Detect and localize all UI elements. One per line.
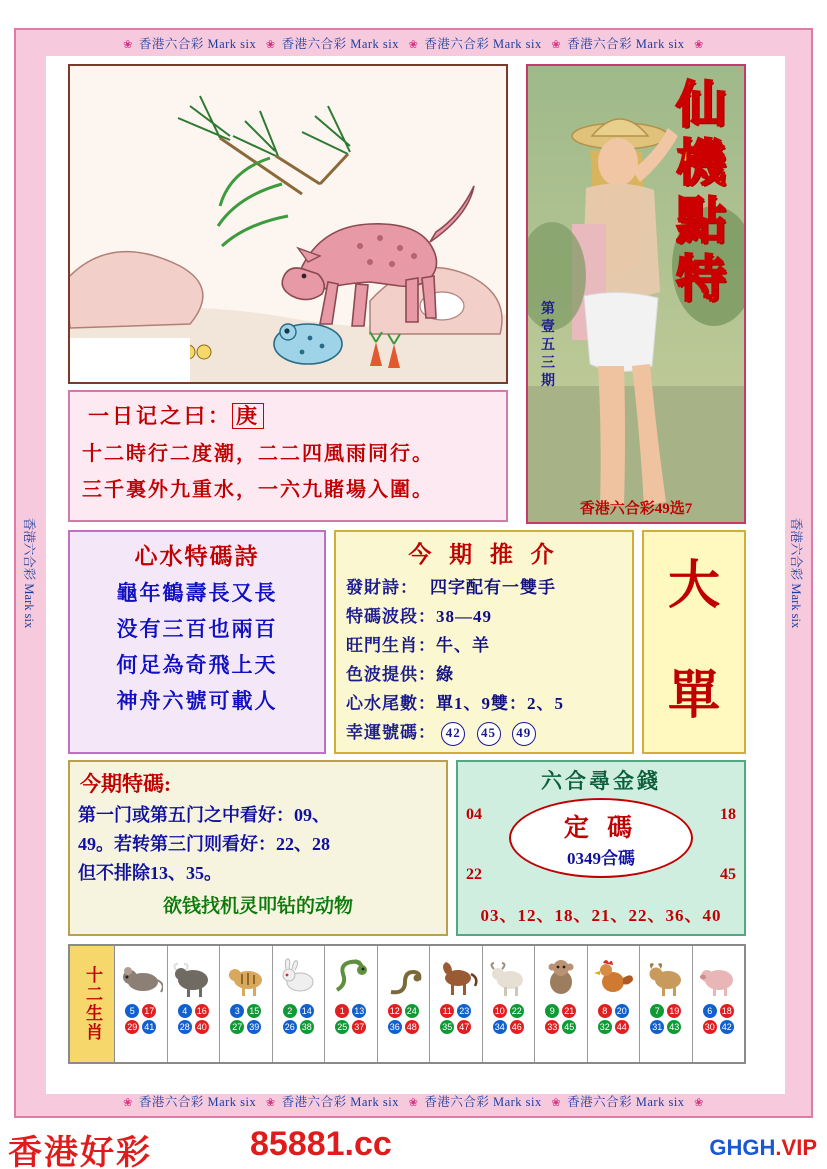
zodiac-numbers: [388, 1004, 419, 1037]
zodiac-numbers: [440, 1004, 471, 1037]
zodiac-cell: [430, 946, 483, 1062]
clover-icon: ❀: [408, 39, 419, 51]
zodiac-cell: [115, 946, 168, 1062]
zodiac-number: 43: [669, 1022, 680, 1032]
zodiac-number: 41: [144, 1022, 155, 1032]
zodiac-number: 26: [284, 1022, 295, 1032]
zodiac-number: 20: [616, 1006, 627, 1016]
xinshui-poem-panel: [68, 530, 326, 754]
zodiac-number-table: [68, 944, 746, 1064]
zodiac-number: 28: [179, 1022, 190, 1032]
big-odd-char-2: 單: [667, 668, 720, 725]
marquee-segment: 香港六合彩 Mark six: [424, 1095, 542, 1109]
zodiac-number: 1: [335, 1004, 349, 1018]
zodiac-numbers: [178, 1004, 209, 1037]
zodiac-number: 24: [406, 1006, 417, 1016]
marquee-segment: 香港六合彩 Mark six: [424, 37, 542, 51]
clover-icon: ❀: [265, 1097, 276, 1109]
zodiac-number: 33: [547, 1022, 558, 1032]
big-odd-panel: [642, 530, 746, 754]
lucky-balls: [441, 722, 542, 746]
zodiac-number: 15: [249, 1006, 260, 1016]
rooster-icon: [588, 946, 640, 1004]
poem-line-2: 十二時行二度潮，二二四風雨同行。: [82, 443, 434, 465]
site-brand: 香港好彩: [8, 1135, 152, 1169]
zodiac-number: 4: [178, 1004, 192, 1018]
recommendation-value: 牛、羊: [436, 636, 490, 655]
zodiac-number: 34: [494, 1022, 505, 1032]
zodiac-number: 10: [494, 1006, 505, 1016]
zodiac-numbers: [283, 1004, 314, 1037]
marquee-segment: 香港六合彩 Mark six: [138, 37, 257, 51]
zodiac-number: 48: [406, 1022, 417, 1032]
cover-photo-panel: [526, 64, 746, 524]
zodiac-number: 11: [440, 1004, 454, 1018]
watermark: [709, 1135, 817, 1161]
recommendation-row: [346, 660, 632, 685]
fox-and-frog-illustration: [70, 66, 506, 382]
zodiac-number: 22: [511, 1006, 522, 1016]
zodiac-number: 36: [389, 1022, 400, 1032]
corner-number-top-right: 18: [720, 806, 736, 823]
lucky-ball: 42: [441, 722, 465, 746]
lottery-caption: 香港六合彩49选7: [579, 501, 693, 517]
zodiac-cell: [168, 946, 221, 1062]
marquee-bottom: [16, 1091, 811, 1113]
zodiac-number: 23: [459, 1006, 470, 1016]
scan-artifact: [70, 338, 190, 384]
zodiac-cell: [640, 946, 693, 1062]
zodiac-number: 17: [144, 1006, 155, 1016]
poem-line-3: 三千裏外九重水，一六九賭場入圍。: [82, 479, 434, 501]
zodiac-number: 45: [564, 1022, 575, 1032]
zodiac-number: 32: [599, 1022, 610, 1032]
recommendation-value: 綠: [436, 665, 454, 684]
zodiac-numbers: [650, 1004, 681, 1037]
poem-line-1-prefix: 一日记之曰：: [88, 404, 232, 428]
zodiac-number: 47: [459, 1022, 470, 1032]
xinshui-line: 龜年鶴壽長又長: [116, 581, 278, 605]
recommendation-label: 特碼波段：: [346, 607, 436, 626]
marquee-segment: 香港六合彩 Mark six: [281, 37, 400, 51]
zodiac-number: 12: [389, 1006, 400, 1016]
dog-icon: [640, 946, 692, 1004]
zodiac-number: 44: [616, 1022, 627, 1032]
zodiac-number: 18: [721, 1006, 732, 1016]
recommendation-row: [346, 631, 632, 656]
poem-line-1: [88, 400, 496, 430]
fixed-code-value: 0349合碼: [567, 848, 635, 868]
footer-bar: [0, 1121, 827, 1169]
clover-icon: ❀: [265, 39, 276, 51]
recommendation-label: 心水尾數：: [346, 694, 436, 713]
zodiac-number: 8: [598, 1004, 612, 1018]
zodiac-numbers: [493, 1004, 524, 1037]
zodiac-number: 37: [354, 1022, 365, 1032]
zodiac-cell: [325, 946, 378, 1062]
zodiac-label-text: 十二生肖: [83, 966, 102, 1042]
rat-icon: [115, 946, 167, 1004]
zodiac-number: 2: [283, 1004, 297, 1018]
zodiac-number: 21: [564, 1006, 575, 1016]
special-number-riddle: 欲钱找机灵叩钻的动物: [162, 896, 353, 917]
zodiac-number: 7: [650, 1004, 664, 1018]
special-number-line: 但不排除13、35。: [78, 863, 222, 883]
site-url[interactable]: 85881.cc: [250, 1125, 392, 1163]
watermark-prefix: GHGH: [709, 1135, 776, 1160]
recommendation-row: [346, 718, 632, 746]
recommendation-label: 色波提供：: [346, 665, 436, 684]
zodiac-numbers: [335, 1004, 366, 1037]
clover-icon: ❀: [123, 1097, 133, 1109]
zodiac-number: 38: [301, 1022, 312, 1032]
marquee-left-text: 香港六合彩 Mark six: [22, 517, 36, 629]
zodiac-cell: [273, 946, 326, 1062]
corner-number-bottom-right: 45: [720, 866, 736, 883]
issue-number: 第壹五三期: [541, 302, 555, 389]
recommendation-value: 38—49: [436, 607, 492, 626]
lucky-ball: 49: [512, 722, 536, 746]
marquee-segment: 香港六合彩 Mark six: [281, 1095, 400, 1109]
special-number-line: 第一门或第五门之中看好：09、: [78, 805, 330, 825]
money-finder-panel: [456, 760, 746, 936]
zodiac-cell: [693, 946, 745, 1062]
daily-poem-panel: [68, 390, 508, 522]
pig-icon: [693, 946, 745, 1004]
zodiac-numbers: [125, 1004, 156, 1037]
clover-icon: ❀: [694, 1097, 704, 1109]
xinshui-line: 何足為奇飛上天: [116, 653, 278, 677]
zodiac-number: 27: [232, 1022, 243, 1032]
special-number-line: 49。若转第三门则看好：22、28: [78, 834, 330, 854]
recommendations-panel: [334, 530, 634, 754]
recommendation-value: 單1、9雙：2、5: [436, 694, 564, 713]
marquee-segment: 香港六合彩 Mark six: [567, 37, 685, 51]
content-area: [46, 56, 785, 1094]
marquee-left: [18, 30, 42, 1116]
money-finder-title: 六合尋金錢: [541, 769, 661, 793]
fixed-code-oval: [509, 798, 693, 878]
magazine-title: 仙機點特: [676, 77, 726, 307]
zodiac-numbers: [598, 1004, 629, 1037]
zodiac-cell: [220, 946, 273, 1062]
zodiac-number: 14: [301, 1006, 312, 1016]
zodiac-number: 6: [703, 1004, 717, 1018]
zodiac-number: 19: [669, 1006, 680, 1016]
zodiac-table-label: [70, 946, 115, 1062]
money-finder-numbers: 03、12、18、21、22、36、40: [480, 906, 722, 925]
recommendations-title: 今 期 推 介: [408, 542, 560, 567]
marquee-right: [785, 30, 809, 1116]
zodiac-cell: [378, 946, 431, 1062]
zodiac-number: 35: [442, 1022, 453, 1032]
zodiac-number: 40: [196, 1022, 207, 1032]
zodiac-numbers: [230, 1004, 261, 1037]
zodiac-number: 31: [652, 1022, 663, 1032]
illustration-panel: [68, 64, 508, 384]
zodiac-cell: [483, 946, 536, 1062]
marquee-segment: 香港六合彩 Mark six: [138, 1095, 257, 1109]
lucky-ball: 45: [477, 722, 501, 746]
ox-icon: [168, 946, 220, 1004]
poster-frame: [14, 28, 813, 1118]
clover-icon: ❀: [551, 1097, 562, 1109]
fixed-code-title: 定 碼: [563, 814, 639, 842]
big-odd-char-1: 大: [667, 558, 720, 615]
zodiac-cell: [535, 946, 588, 1062]
zodiac-numbers: [703, 1004, 734, 1037]
zodiac-number: 5: [125, 1004, 139, 1018]
zodiac-numbers: [545, 1004, 576, 1037]
zodiac-number: 13: [354, 1006, 365, 1016]
xinshui-title: 心水特碼詩: [134, 544, 260, 569]
watermark-suffix: .VIP: [775, 1135, 817, 1160]
recommendation-value: 四字配有一雙手: [430, 578, 556, 597]
zodiac-number: 30: [704, 1022, 715, 1032]
zodiac-number: 3: [230, 1004, 244, 1018]
special-number-panel: [68, 760, 448, 936]
marquee-segment: 香港六合彩 Mark six: [567, 1095, 685, 1109]
recommendation-row: [346, 573, 632, 598]
goat-icon: [483, 946, 535, 1004]
recommendation-label: 發財詩：: [346, 578, 418, 597]
dragon-icon: [325, 946, 377, 1004]
zodiac-number: 25: [337, 1022, 348, 1032]
tiger-icon: [220, 946, 272, 1004]
special-number-title: 今期特碼:: [80, 772, 171, 796]
zodiac-number: 46: [511, 1022, 522, 1032]
poem-line-1-char: 庚: [232, 403, 264, 429]
xinshui-line: 神舟六號可載人: [116, 689, 278, 713]
zodiac-cell: [588, 946, 641, 1062]
marquee-top: [16, 33, 811, 55]
xinshui-line: 没有三百也兩百: [116, 617, 278, 641]
snake-icon: [378, 946, 430, 1004]
zodiac-number: 29: [127, 1022, 138, 1032]
rabbit-icon: [273, 946, 325, 1004]
recommendation-row: [346, 689, 632, 714]
recommendation-row: [346, 602, 632, 627]
zodiac-number: 42: [721, 1022, 732, 1032]
monkey-icon: [535, 946, 587, 1004]
corner-number-bottom-left: 22: [466, 866, 482, 883]
horse-icon: [430, 946, 482, 1004]
corner-number-top-left: 04: [466, 806, 482, 823]
clover-icon: ❀: [123, 39, 133, 51]
clover-icon: ❀: [551, 39, 562, 51]
recommendation-label: 旺門生肖：: [346, 636, 436, 655]
recommendation-label: 幸運號碼：: [346, 723, 436, 742]
clover-icon: ❀: [694, 39, 704, 51]
zodiac-number: 9: [545, 1004, 559, 1018]
zodiac-number: 39: [249, 1022, 260, 1032]
zodiac-number: 16: [196, 1006, 207, 1016]
clover-icon: ❀: [408, 1097, 419, 1109]
marquee-right-text: 香港六合彩 Mark six: [789, 517, 803, 629]
